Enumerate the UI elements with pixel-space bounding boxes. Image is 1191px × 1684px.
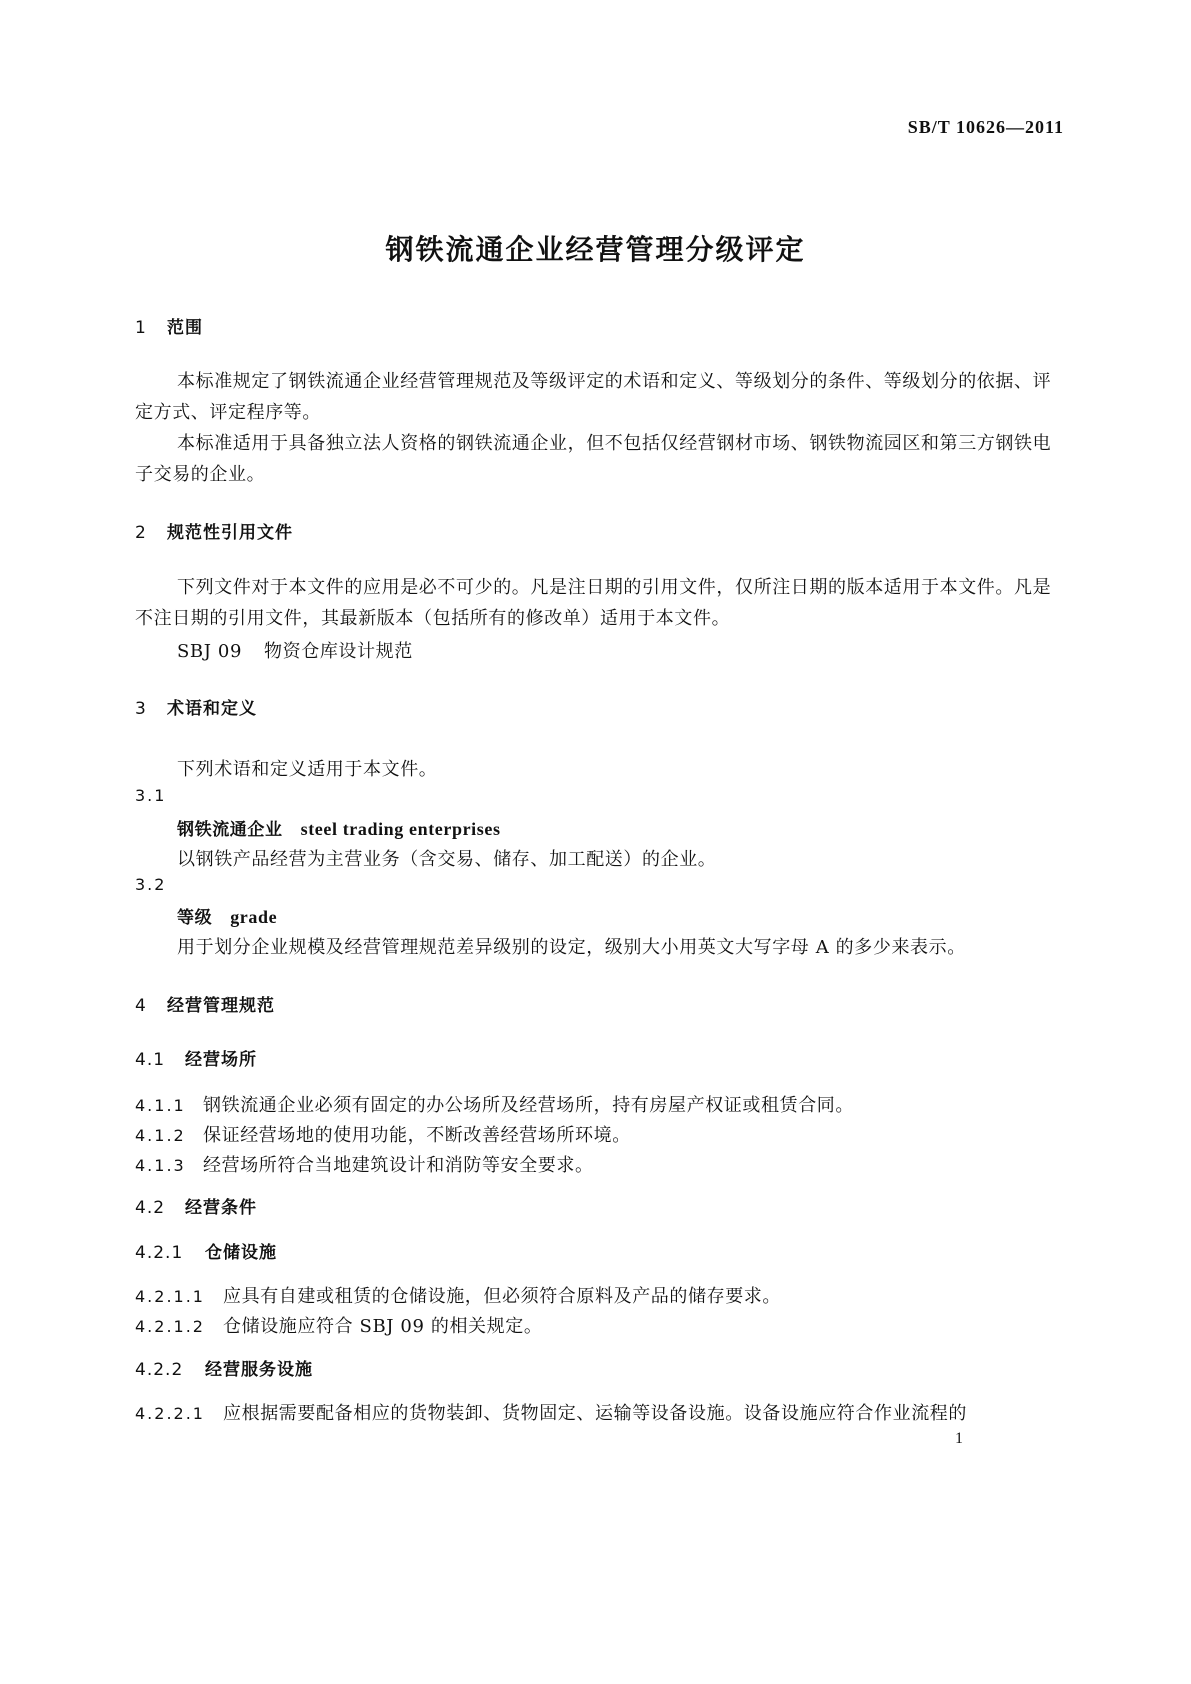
term-en: steel trading enterprises <box>300 819 501 839</box>
section-number: 1 <box>135 318 147 338</box>
section-2-heading <box>135 518 293 543</box>
document-title: 钢铁流通企业经营管理分级评定 <box>385 233 806 266</box>
clause-4-2-2-1 <box>135 1399 967 1425</box>
section-4-1-heading <box>135 1045 257 1070</box>
term-3-2-definition: 用于划分企业规模及经营管理规范差异级别的设定，级别大小用英文大写字母 A 的多少来表示。 <box>177 937 966 958</box>
clause-text: 保证经营场地的使用功能，不断改善经营场所环境。 <box>203 1125 631 1146</box>
clause-number: 4.2.2.1 <box>135 1404 205 1423</box>
clause-text: 应根据需要配备相应的货物装卸、货物固定、运输等设备设施。设备设施应符合作业流程的 <box>223 1403 967 1424</box>
clause-4-2-1-2 <box>135 1312 542 1338</box>
section-number: 3 <box>135 699 147 719</box>
clause-number: 4.2.1.1 <box>135 1287 205 1306</box>
section-title: 经营条件 <box>185 1198 257 1218</box>
reference-title: 物资仓库设计规范 <box>264 641 413 662</box>
section-title: 经营管理规范 <box>167 996 275 1016</box>
section-2-paragraph: 下列文件对于本文件的应用是必不可少的。凡是注日期的引用文件，仅所注日期的版本适用于本文件。凡是不注日期的引用文件，其最新版本（包括所有的修改单）适用于本文件。 <box>135 577 1052 629</box>
section-4-2-1-heading <box>135 1238 277 1263</box>
section-title: 范围 <box>167 318 203 338</box>
section-number: 4 <box>135 996 147 1016</box>
clause-text: 经营场所符合当地建筑设计和消防等安全要求。 <box>203 1155 594 1176</box>
section-title: 经营服务设施 <box>205 1360 313 1380</box>
normative-reference <box>177 637 413 663</box>
section-1-paragraph-1: 本标准规定了钢铁流通企业经营管理规范及等级评定的术语和定义、等级划分的条件、等级划分的依据、评定方式、评定程序等。 <box>135 371 1052 423</box>
term-en: grade <box>230 907 278 927</box>
page-number: 1 <box>955 1430 963 1447</box>
reference-code: SBJ 09 <box>177 641 243 662</box>
term-3-1-number: 3.1 <box>135 786 167 805</box>
section-4-2-2-heading <box>135 1355 313 1380</box>
clause-text: 仓储设施应符合 SBJ 09 的相关规定。 <box>223 1316 543 1337</box>
section-number: 4.2.1 <box>135 1243 184 1263</box>
section-number: 2 <box>135 523 147 543</box>
clause-text: 应具有自建或租赁的仓储设施，但必须符合原料及产品的储存要求。 <box>223 1286 781 1307</box>
clause-number: 4.1.1 <box>135 1096 186 1115</box>
clause-number: 4.1.3 <box>135 1156 186 1175</box>
term-3-1 <box>177 815 501 840</box>
section-1-paragraph-2: 本标准适用于具备独立法人资格的钢铁流通企业，但不包括仅经营钢材市场、钢铁物流园区和第三方钢铁电子交易的企业。 <box>135 433 1052 485</box>
section-title: 经营场所 <box>185 1050 257 1070</box>
section-title: 规范性引用文件 <box>167 523 293 543</box>
section-number: 4.2 <box>135 1198 166 1218</box>
section-title: 术语和定义 <box>167 699 257 719</box>
section-3-intro: 下列术语和定义适用于本文件。 <box>177 759 438 780</box>
term-cn: 钢铁流通企业 <box>177 820 283 840</box>
standard-code: SB/T 10626—2011 <box>907 117 1064 137</box>
section-number: 4.1 <box>135 1050 166 1070</box>
term-3-1-definition: 以钢铁产品经营为主营业务（含交易、储存、加工配送）的企业。 <box>177 849 717 870</box>
clause-number: 4.1.2 <box>135 1126 186 1145</box>
term-cn: 等级 <box>177 908 213 928</box>
term-3-2-number: 3.2 <box>135 875 167 894</box>
term-3-2 <box>177 903 277 928</box>
clause-4-1-2 <box>135 1121 631 1147</box>
section-number: 4.2.2 <box>135 1360 184 1380</box>
clause-4-1-3 <box>135 1151 594 1177</box>
section-title: 仓储设施 <box>205 1243 277 1263</box>
section-3-heading <box>135 694 257 719</box>
clause-text: 钢铁流通企业必须有固定的办公场所及经营场所，持有房屋产权证或租赁合同。 <box>203 1095 854 1116</box>
section-4-2-heading <box>135 1193 257 1218</box>
clause-4-2-1-1 <box>135 1282 781 1308</box>
section-4-heading <box>135 991 275 1016</box>
clause-number: 4.2.1.2 <box>135 1317 205 1336</box>
section-1-heading <box>135 313 203 338</box>
clause-4-1-1 <box>135 1091 854 1117</box>
